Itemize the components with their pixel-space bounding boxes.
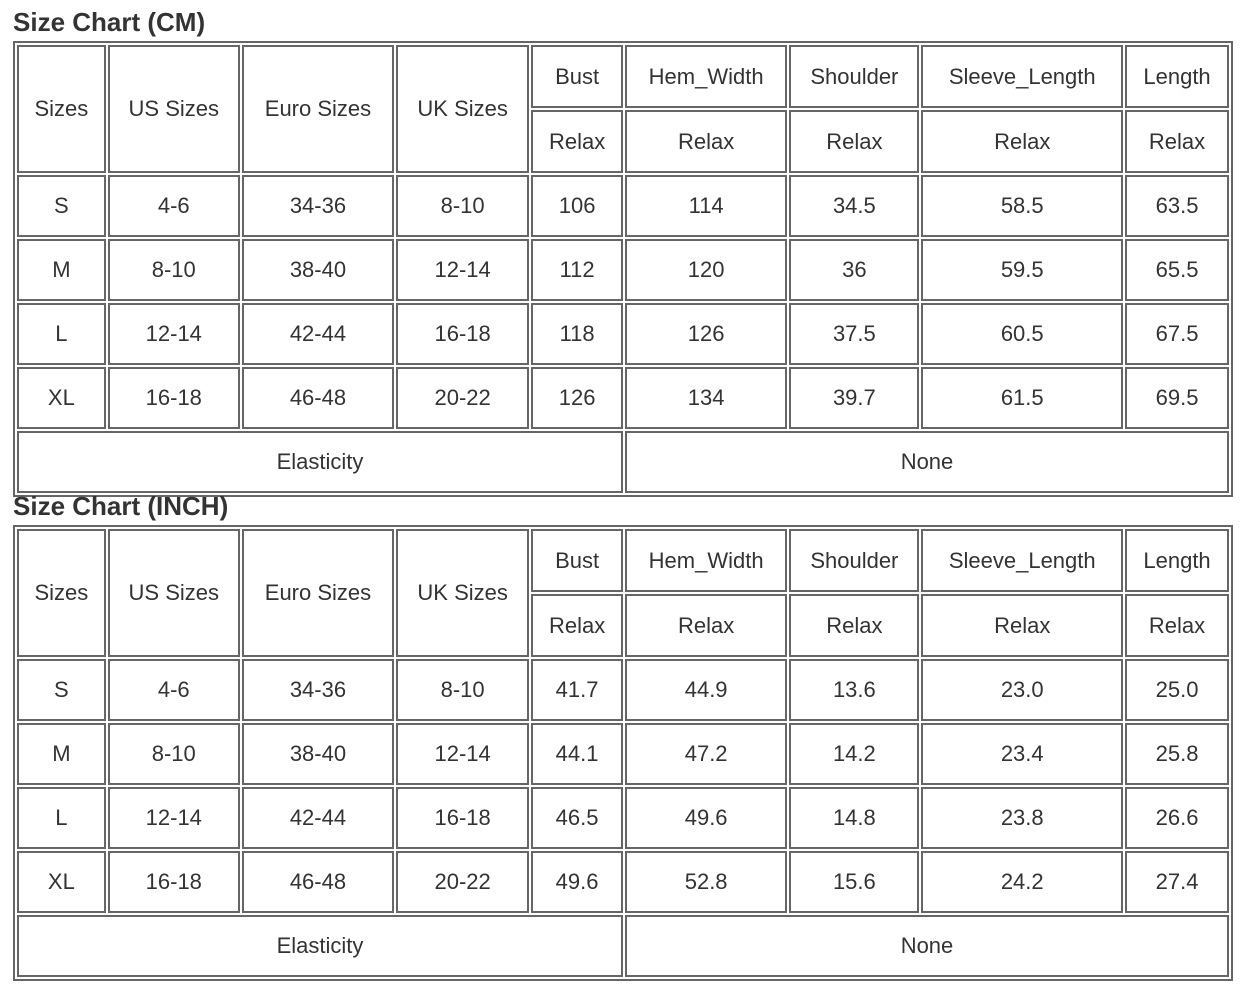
cell-us: 4-6 <box>108 175 240 237</box>
size-chart-cm-title: Size Chart (CM) <box>13 7 206 37</box>
subheader-relax: Relax <box>531 110 623 173</box>
header-bust: Bust <box>531 529 623 592</box>
cell-length: 67.5 <box>1125 303 1229 365</box>
header-us-sizes: US Sizes <box>108 529 240 657</box>
cell-sleeve-length: 23.8 <box>921 787 1123 849</box>
cell-sleeve-length: 59.5 <box>921 239 1123 301</box>
cell-size: M <box>17 239 106 301</box>
cell-sleeve-length: 23.0 <box>921 659 1123 721</box>
table-row <box>17 723 1229 785</box>
header-uk-sizes: UK Sizes <box>396 529 529 657</box>
header-shoulder: Shoulder <box>789 45 919 108</box>
header-uk-sizes: UK Sizes <box>396 45 529 173</box>
header-length: Length <box>1125 529 1229 592</box>
subheader-relax: Relax <box>1125 594 1229 657</box>
cell-uk: 8-10 <box>396 659 529 721</box>
cell-euro: 46-48 <box>242 367 394 429</box>
header-hem-width: Hem_Width <box>625 529 787 592</box>
size-chart-cm-table <box>13 41 1233 497</box>
cell-uk: 12-14 <box>396 239 529 301</box>
cell-hem-width: 44.9 <box>625 659 787 721</box>
elasticity-value: None <box>625 915 1229 977</box>
elasticity-value: None <box>625 431 1229 493</box>
elasticity-label: Elasticity <box>17 915 623 977</box>
header-row <box>17 529 1229 592</box>
cell-us: 16-18 <box>108 851 240 913</box>
cell-shoulder: 39.7 <box>789 367 919 429</box>
header-euro-sizes: Euro Sizes <box>242 529 394 657</box>
header-shoulder: Shoulder <box>789 529 919 592</box>
cell-bust: 118 <box>531 303 623 365</box>
size-chart-inch-title: Size Chart (INCH) <box>13 491 229 521</box>
cell-sleeve-length: 23.4 <box>921 723 1123 785</box>
subheader-relax: Relax <box>789 110 919 173</box>
cell-shoulder: 14.2 <box>789 723 919 785</box>
cell-hem-width: 49.6 <box>625 787 787 849</box>
cell-length: 69.5 <box>1125 367 1229 429</box>
table-row <box>17 851 1229 913</box>
elasticity-label: Elasticity <box>17 431 623 493</box>
cell-bust: 49.6 <box>531 851 623 913</box>
cell-uk: 20-22 <box>396 367 529 429</box>
cell-bust: 112 <box>531 239 623 301</box>
cell-uk: 12-14 <box>396 723 529 785</box>
elasticity-row <box>17 915 1229 977</box>
subheader-relax: Relax <box>789 594 919 657</box>
subheader-relax: Relax <box>921 594 1123 657</box>
cell-length: 26.6 <box>1125 787 1229 849</box>
cell-uk: 20-22 <box>396 851 529 913</box>
table-row <box>17 367 1229 429</box>
cell-euro: 34-36 <box>242 659 394 721</box>
subheader-relax: Relax <box>921 110 1123 173</box>
table-row <box>17 659 1229 721</box>
cell-us: 16-18 <box>108 367 240 429</box>
cell-bust: 106 <box>531 175 623 237</box>
cell-hem-width: 126 <box>625 303 787 365</box>
cell-hem-width: 52.8 <box>625 851 787 913</box>
cell-size: M <box>17 723 106 785</box>
table-row <box>17 175 1229 237</box>
header-us-sizes: US Sizes <box>108 45 240 173</box>
cell-hem-width: 114 <box>625 175 787 237</box>
cell-bust: 44.1 <box>531 723 623 785</box>
cell-size: XL <box>17 851 106 913</box>
cell-sleeve-length: 60.5 <box>921 303 1123 365</box>
elasticity-row <box>17 431 1229 493</box>
header-euro-sizes: Euro Sizes <box>242 45 394 173</box>
cell-size: L <box>17 787 106 849</box>
cell-hem-width: 47.2 <box>625 723 787 785</box>
cell-shoulder: 34.5 <box>789 175 919 237</box>
cell-bust: 41.7 <box>531 659 623 721</box>
subheader-relax: Relax <box>531 594 623 657</box>
cell-euro: 34-36 <box>242 175 394 237</box>
header-row <box>17 45 1229 108</box>
header-sizes: Sizes <box>17 45 106 173</box>
cell-sleeve-length: 61.5 <box>921 367 1123 429</box>
header-bust: Bust <box>531 45 623 108</box>
table-row <box>17 239 1229 301</box>
cell-length: 27.4 <box>1125 851 1229 913</box>
cell-euro: 38-40 <box>242 239 394 301</box>
cell-us: 8-10 <box>108 239 240 301</box>
cell-length: 25.0 <box>1125 659 1229 721</box>
cell-hem-width: 120 <box>625 239 787 301</box>
cell-hem-width: 134 <box>625 367 787 429</box>
cell-length: 65.5 <box>1125 239 1229 301</box>
header-length: Length <box>1125 45 1229 108</box>
subheader-relax: Relax <box>625 110 787 173</box>
cell-euro: 38-40 <box>242 723 394 785</box>
cell-sleeve-length: 24.2 <box>921 851 1123 913</box>
table-row <box>17 787 1229 849</box>
header-hem-width: Hem_Width <box>625 45 787 108</box>
cell-size: S <box>17 659 106 721</box>
cell-us: 8-10 <box>108 723 240 785</box>
cell-shoulder: 14.8 <box>789 787 919 849</box>
cell-sleeve-length: 58.5 <box>921 175 1123 237</box>
cell-uk: 16-18 <box>396 303 529 365</box>
cell-uk: 16-18 <box>396 787 529 849</box>
cell-shoulder: 36 <box>789 239 919 301</box>
header-sizes: Sizes <box>17 529 106 657</box>
subheader-relax: Relax <box>1125 110 1229 173</box>
cell-length: 63.5 <box>1125 175 1229 237</box>
cell-uk: 8-10 <box>396 175 529 237</box>
cell-us: 12-14 <box>108 787 240 849</box>
size-chart-inch-table <box>13 525 1233 981</box>
cell-euro: 42-44 <box>242 787 394 849</box>
table-row <box>17 303 1229 365</box>
cell-shoulder: 37.5 <box>789 303 919 365</box>
cell-shoulder: 15.6 <box>789 851 919 913</box>
cell-euro: 46-48 <box>242 851 394 913</box>
cell-length: 25.8 <box>1125 723 1229 785</box>
cell-size: S <box>17 175 106 237</box>
header-sleeve-length: Sleeve_Length <box>921 45 1123 108</box>
cell-bust: 46.5 <box>531 787 623 849</box>
header-sleeve-length: Sleeve_Length <box>921 529 1123 592</box>
cell-euro: 42-44 <box>242 303 394 365</box>
cell-shoulder: 13.6 <box>789 659 919 721</box>
cell-bust: 126 <box>531 367 623 429</box>
cell-size: XL <box>17 367 106 429</box>
cell-size: L <box>17 303 106 365</box>
cell-us: 12-14 <box>108 303 240 365</box>
cell-us: 4-6 <box>108 659 240 721</box>
subheader-relax: Relax <box>625 594 787 657</box>
